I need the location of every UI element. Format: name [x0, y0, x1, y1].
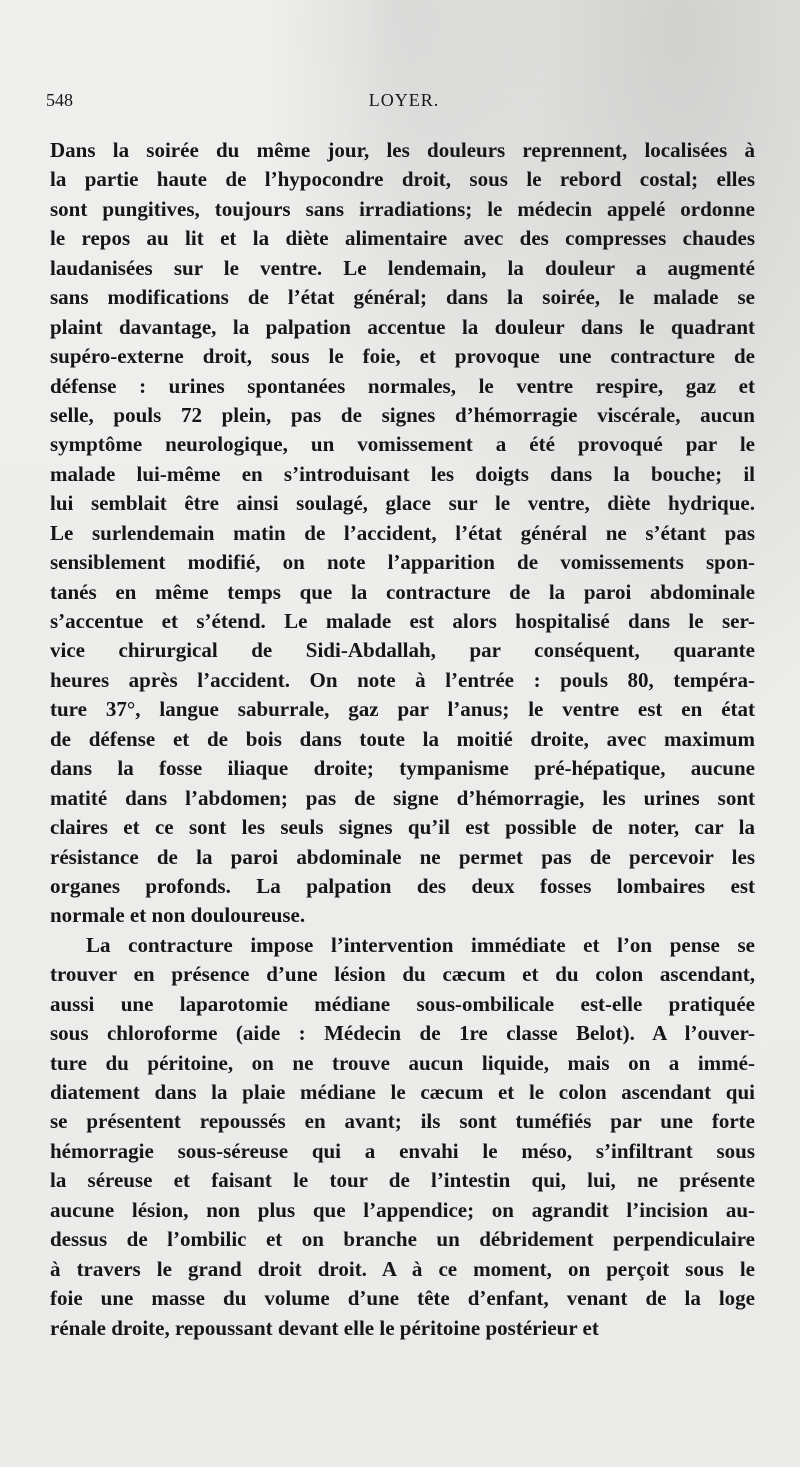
page-header: [46, 90, 762, 120]
text-line: laudanisées sur le ventre. Le lendemain, la douleur a augmenté: [50, 255, 755, 280]
text-line: à travers le grand droit droit. A à ce moment, on perçoit sous le: [50, 1256, 755, 1281]
text-line: vice chirurgical de Sidi-Abdallah, par conséquent, quarante: [50, 638, 755, 663]
text-line: supéro-externe droit, sous le foie, et provoque une contracture de: [50, 344, 755, 369]
text-line: symptôme neurologique, un vomissement a été provoqué par le: [50, 432, 755, 457]
text-line: tanés en même temps que la contracture de la paroi abdominale: [50, 579, 755, 604]
text-line: sensiblement modifié, on note l’apparition de vomissements spon-: [50, 550, 755, 575]
text-line: dans la fosse iliaque droite; tympanisme pré-hépatique, aucune: [50, 756, 755, 781]
text-line: organes profonds. La palpation des deux fosses lombaires est: [50, 873, 755, 898]
text-line: plaint davantage, la palpation accentue la douleur dans le quadrant: [50, 314, 755, 339]
paragraph: [50, 931, 755, 1343]
text-line: selle, pouls 72 plein, pas de signes d’hémorragie viscérale, aucun: [50, 402, 755, 427]
body-text: [50, 136, 755, 1343]
text-line: sous chloroforme (aide : Médecin de 1re classe Belot). A l’ouver-: [50, 1021, 755, 1046]
text-line: diatement dans la plaie médiane le cæcum et le colon ascendant qui: [50, 1080, 755, 1104]
text-line: trouver en présence d’une lésion du cæcum et du colon ascendant,: [50, 962, 755, 987]
text-line: aussi une laparotomie médiane sous-ombilicale est-elle pratiquée: [50, 991, 755, 1016]
text-line: la partie haute de l’hypocondre droit, sous le rebord costal; elles: [50, 167, 755, 192]
text-line: s’accentue et s’étend. Le malade est alors hospitalisé dans le ser-: [50, 609, 755, 633]
paragraph: [50, 136, 755, 931]
text-line: La contracture impose l’intervention immédiate et l’on pense se: [86, 932, 755, 957]
text-line: se présentent repoussés en avant; ils sont tuméfiés par une forte: [50, 1109, 755, 1134]
text-line: matité dans l’abdomen; pas de signe d’hémorragie, les urines sont: [50, 785, 755, 810]
text-line: ture du péritoine, on ne trouve aucun liquide, mais on a immé-: [50, 1050, 755, 1075]
text-line: de défense et de bois dans toute la moitié droite, avec maximum: [50, 726, 755, 751]
text-line: claires et ce sont les seuls signes qu’il est possible de noter, car la: [50, 815, 755, 840]
text-line: heures après l’accident. On note à l’entrée : pouls 80, tempéra-: [50, 667, 755, 692]
text-line: résistance de la paroi abdominale ne permet pas de percevoir les: [50, 844, 755, 869]
text-line: foie une masse du volume d’une tête d’enfant, venant de la loge: [50, 1286, 755, 1311]
text-line: le repos au lit et la diète alimentaire avec des compresses chaudes: [50, 226, 755, 251]
text-line: défense : urines spontanées normales, le ventre respire, gaz et: [50, 373, 755, 398]
text-line: normale et non douloureuse.: [50, 903, 306, 928]
page-number: 548: [46, 90, 73, 110]
text-line: lui semblait être ainsi soulagé, glace sur le ventre, diète hydrique.: [50, 491, 755, 516]
text-line: ture 37°, langue saburrale, gaz par l’anus; le ventre est en état: [50, 697, 755, 722]
text-line: sans modifications de l’état général; dans la soirée, le malade se: [50, 285, 755, 310]
text-line: dessus de l’ombilic et on branche un débridement perpendiculaire: [50, 1227, 755, 1252]
text-line: aucune lésion, non plus que l’appendice; on agrandit l’incision au-: [50, 1197, 755, 1222]
text-line: hémorragie sous-séreuse qui a envahi le méso, s’infiltrant sous: [50, 1138, 755, 1163]
text-line: Dans la soirée du même jour, les douleurs reprennent, localisées à: [50, 138, 755, 162]
text-line: la séreuse et faisant le tour de l’intestin qui, lui, ne présente: [50, 1168, 755, 1193]
text-line: Le surlendemain matin de l’accident, l’état général ne s’étant pas: [50, 520, 755, 545]
text-line: rénale droite, repoussant devant elle le péritoine postérieur et: [50, 1315, 599, 1340]
text-line: sont pungitives, toujours sans irradiations; le médecin appelé ordonne: [50, 196, 755, 221]
text-line: malade lui-même en s’introduisant les doigts dans la bouche; il: [50, 461, 755, 486]
running-head: LOYER.: [368, 90, 440, 110]
